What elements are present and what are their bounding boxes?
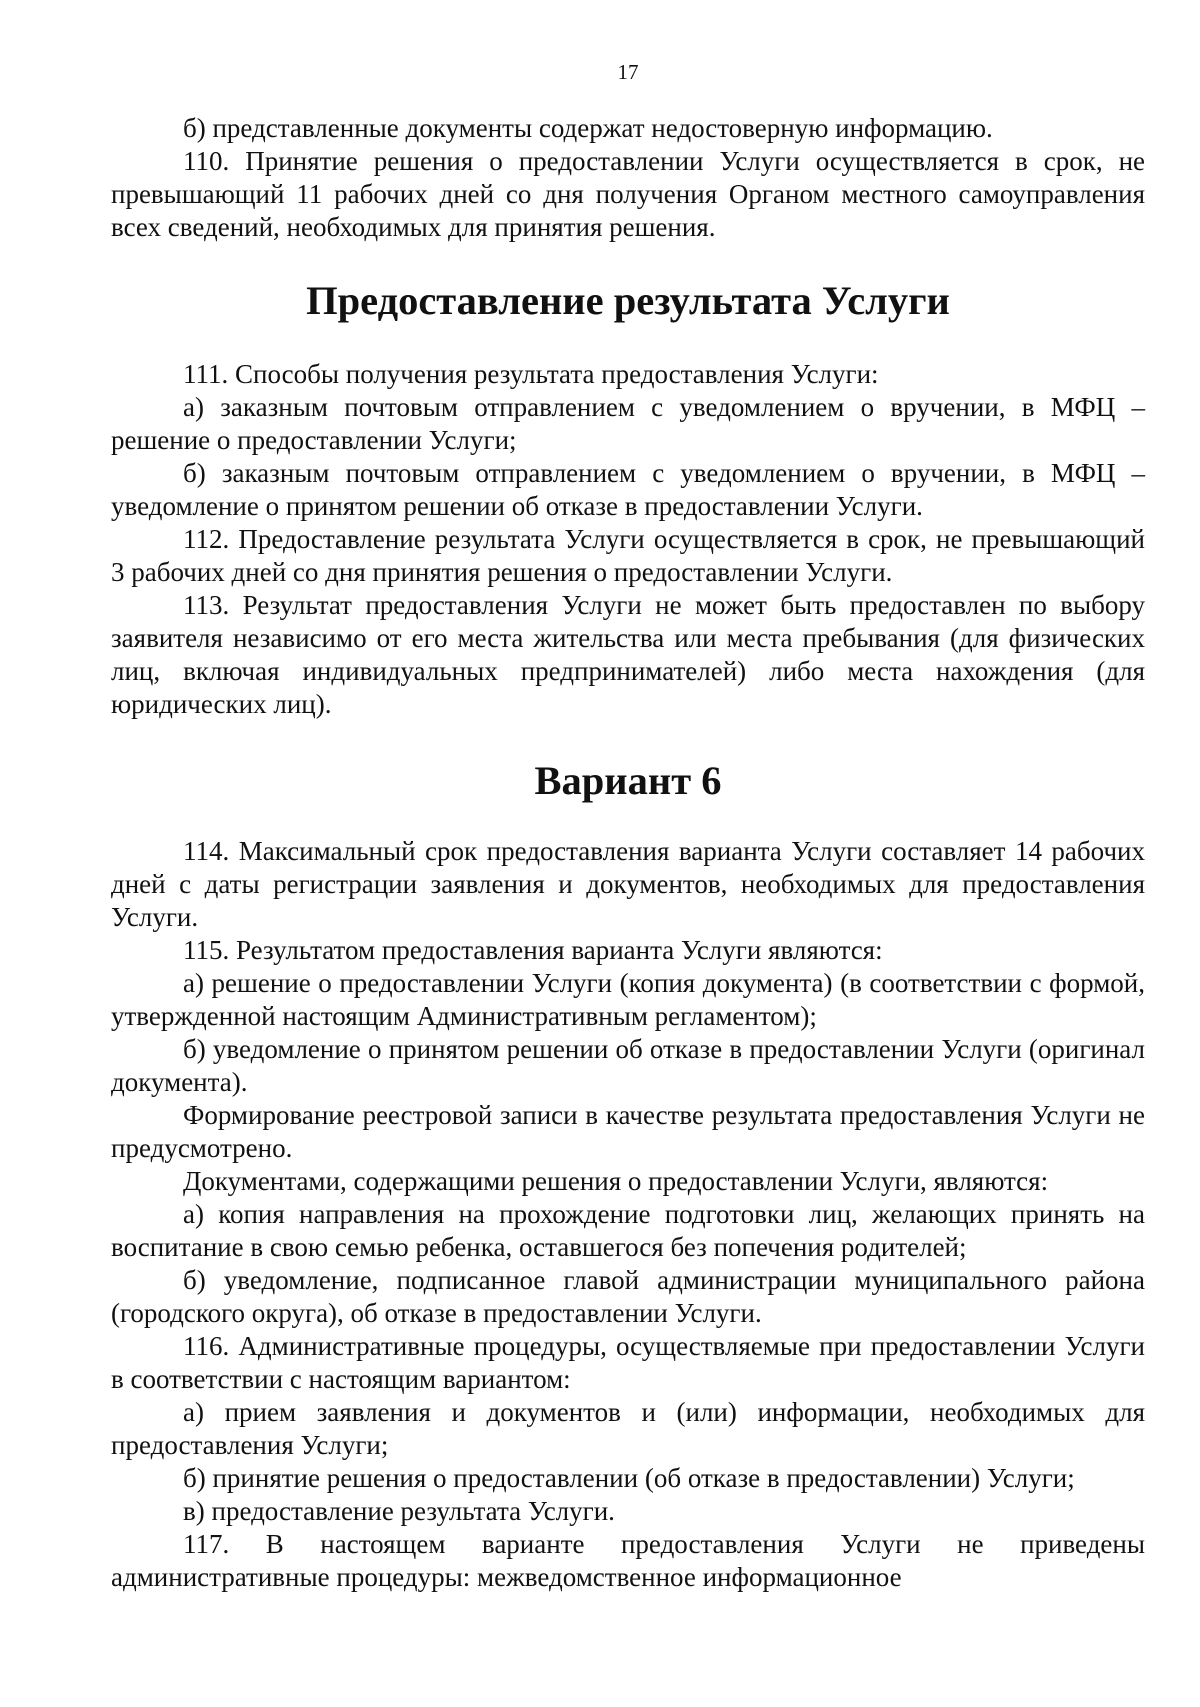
section-heading-variant: Вариант 6 [534, 758, 722, 803]
paragraph: 112. Предоставление результата Услуги осуществляется в срок, не превышающий 3 рабочих дней со дня принятия решения о предоставлении Услуги. [111, 524, 1145, 587]
paragraph: 110. Принятие решения о предоставлении Услуги осуществляется в срок, не превышающий 11 рабочих дней со дня получения Органом местного самоуправления всех сведений, необходимых для принятия решения. [111, 146, 1145, 242]
paragraph: б) уведомление, подписанное главой администрации муниципального района (городского округа), об отказе в предоставлении Услуги. [111, 1265, 1145, 1328]
paragraph: в) предоставление результата Услуги. [183, 1496, 615, 1526]
paragraph: 113. Результат предоставления Услуги не может быть предоставлен по выбору заявителя независимо от его места жительства или места пребывания (для физических лиц, включая индивидуальных предпринимателей) либо места нахождения (для юридических лиц). [111, 590, 1145, 719]
paragraph: а) заказным почтовым отправлением с уведомлением о вручении, в МФЦ – решение о предоставлении Услуги; [111, 392, 1145, 455]
paragraph: 114. Максимальный срок предоставления варианта Услуги составляет 14 рабочих дней с даты регистрации заявления и документов, необходимых для предоставления Услуги. [111, 836, 1145, 932]
paragraph: а) решение о предоставлении Услуги (копия документа) (в соответствии с формой, утвержденной настоящим Административным регламентом); [111, 968, 1145, 1031]
paragraph: 111. Способы получения результата предоставления Услуги: [183, 359, 879, 389]
paragraph: б) заказным почтовым отправлением с уведомлением о вручении, в МФЦ – уведомление о принятом решении об отказе в предоставлении Услуги. [111, 458, 1145, 521]
document-body [111, 112, 1145, 1594]
paragraph: Формирование реестровой записи в качестве результата предоставления Услуги не предусмотрено. [111, 1100, 1145, 1163]
paragraph: а) копия направления на прохождение подготовки лиц, желающих принять на воспитание в свою семью ребенка, оставшегося без попечения родителей; [111, 1199, 1145, 1262]
paragraph: 116. Административные процедуры, осуществляемые при предоставлении Услуги в соответствии с настоящим вариантом: [111, 1331, 1145, 1394]
paragraph: а) прием заявления и документов и (или) информации, необходимых для предоставления Услуги; [111, 1397, 1145, 1460]
section-heading-result: Предоставление результата Услуги [306, 278, 950, 323]
page-number: 17 [617, 60, 639, 84]
paragraph: б) принятие решения о предоставлении (об отказе в предоставлении) Услуги; [183, 1463, 1075, 1493]
paragraph: б) представленные документы содержат недостоверную информацию. [183, 113, 993, 143]
paragraph: Документами, содержащими решения о предоставлении Услуги, являются: [183, 1166, 1049, 1196]
paragraph: 117. В настоящем варианте предоставления Услуги не приведены административные процедуры: межведомственное информационное [111, 1529, 1145, 1592]
paragraph: 115. Результатом предоставления варианта Услуги являются: [183, 935, 883, 965]
paragraph: б) уведомление о принятом решении об отказе в предоставлении Услуги (оригинал документа). [111, 1034, 1145, 1097]
